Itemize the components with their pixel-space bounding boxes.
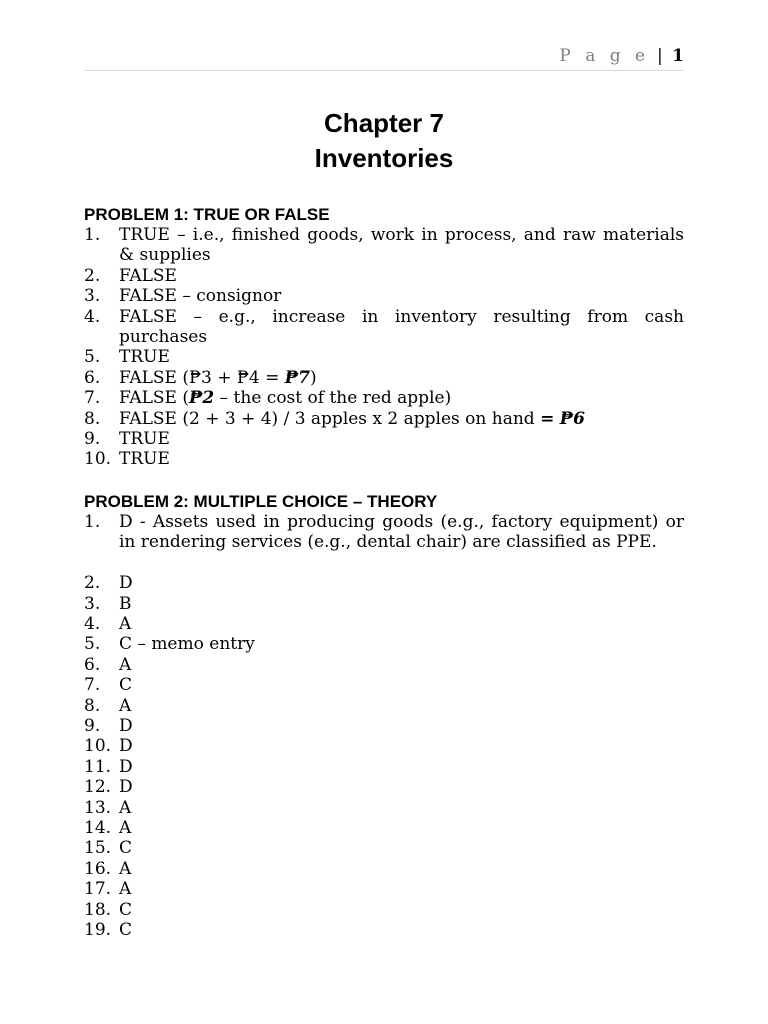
list-item bbox=[84, 634, 684, 654]
item-number: 3. bbox=[84, 593, 101, 614]
item-text: D - Assets used in producing goods (e.g., factory equipment) or in rendering services (e.g., dental chair) are classified as PPE. bbox=[119, 512, 684, 553]
item-text-end: ) bbox=[309, 367, 317, 388]
page-separator: | bbox=[657, 46, 663, 66]
list-item bbox=[84, 879, 684, 899]
list-item bbox=[84, 449, 684, 469]
item-text: D bbox=[119, 777, 133, 798]
item-text: A bbox=[119, 797, 132, 818]
list-item bbox=[84, 675, 684, 695]
item-answer: ₱6 bbox=[559, 408, 586, 429]
list-item bbox=[84, 368, 684, 388]
item-equals: = bbox=[540, 408, 555, 429]
item-text: B bbox=[119, 593, 132, 614]
list-item bbox=[84, 757, 684, 777]
item-text: D bbox=[119, 716, 133, 737]
list-item bbox=[84, 512, 684, 553]
item-text: A bbox=[119, 818, 132, 839]
item-text: A bbox=[119, 614, 132, 635]
item-number: 1. bbox=[84, 225, 101, 245]
list-item bbox=[84, 388, 684, 408]
list-item bbox=[84, 409, 684, 429]
problem1-list bbox=[84, 225, 684, 470]
list-item bbox=[84, 716, 684, 736]
list-item bbox=[84, 900, 684, 920]
list-item bbox=[84, 920, 684, 940]
list-item bbox=[84, 286, 684, 306]
problem1-heading: PROBLEM 1: TRUE OR FALSE bbox=[84, 205, 330, 224]
page-word: P a g e bbox=[559, 46, 650, 66]
item-text: C bbox=[119, 899, 133, 920]
item-text: A bbox=[119, 695, 132, 716]
item-number: 15. bbox=[84, 838, 112, 859]
item-answer: ₱7 bbox=[284, 367, 310, 388]
problem2-section bbox=[84, 492, 684, 941]
item-text: TRUE bbox=[119, 347, 170, 368]
item-number: 9. bbox=[84, 429, 101, 450]
problem2-list bbox=[84, 512, 684, 941]
item-text: FALSE – consignor bbox=[119, 286, 282, 307]
list-item bbox=[84, 777, 684, 797]
list-item bbox=[84, 307, 684, 348]
list-item bbox=[84, 266, 684, 286]
item-number: 9. bbox=[84, 716, 101, 737]
item-number: 16. bbox=[84, 858, 112, 879]
item-number: 14. bbox=[84, 818, 112, 839]
item-text: C bbox=[119, 920, 133, 941]
list-item bbox=[84, 798, 684, 818]
item-text: FALSE (2 + 3 + 4) / 3 apples x 2 apples on hand bbox=[119, 408, 541, 429]
item-number: 10. bbox=[84, 736, 112, 757]
item-text: D bbox=[119, 573, 133, 594]
item-text-end: – the cost of the red apple) bbox=[214, 388, 452, 409]
item-number: 5. bbox=[84, 634, 101, 655]
item-text: TRUE bbox=[119, 449, 170, 470]
item-number: 2. bbox=[84, 573, 101, 594]
item-number: 6. bbox=[84, 654, 101, 675]
item-text: FALSE – e.g., increase in inventory resulting from cash purchases bbox=[119, 306, 684, 348]
problem1-section bbox=[84, 205, 684, 470]
item-number: 5. bbox=[84, 347, 101, 368]
item-number: 3. bbox=[84, 286, 101, 307]
item-number: 8. bbox=[84, 695, 101, 716]
item-number: 13. bbox=[84, 797, 112, 818]
list-item bbox=[84, 225, 684, 266]
page-header bbox=[84, 46, 684, 66]
item-text: FALSE bbox=[119, 265, 177, 286]
list-item bbox=[84, 838, 684, 858]
item-text: FALSE ( bbox=[119, 388, 189, 409]
item-text: C bbox=[119, 675, 133, 696]
item-number: 7. bbox=[84, 388, 101, 409]
item-text: D bbox=[119, 736, 133, 757]
item-number: 11. bbox=[84, 756, 112, 777]
item-text: TRUE bbox=[119, 429, 170, 450]
item-number: 12. bbox=[84, 777, 112, 798]
item-number: 7. bbox=[84, 675, 101, 696]
problem2-heading: PROBLEM 2: MULTIPLE CHOICE – THEORY bbox=[84, 492, 438, 511]
list-item bbox=[84, 594, 684, 614]
item-text: D bbox=[119, 756, 133, 777]
item-number: 6. bbox=[84, 367, 101, 388]
item-number: 18. bbox=[84, 899, 112, 920]
list-item bbox=[84, 818, 684, 838]
chapter-subject: Inventories bbox=[314, 143, 454, 173]
list-item bbox=[84, 736, 684, 756]
list-item bbox=[84, 347, 684, 367]
header-rule bbox=[84, 70, 684, 71]
item-number: 17. bbox=[84, 879, 112, 900]
list-item bbox=[84, 429, 684, 449]
list-item bbox=[84, 655, 684, 675]
title-block bbox=[0, 106, 768, 176]
item-number: 2. bbox=[84, 265, 101, 286]
item-text: A bbox=[119, 858, 132, 879]
item-text: TRUE – i.e., finished goods, work in process, and raw materials & supplies bbox=[119, 225, 684, 266]
chapter-title: Chapter 7 bbox=[324, 108, 444, 138]
item-text: FALSE (₱3 + ₱4 = bbox=[119, 367, 285, 388]
item-number: 1. bbox=[84, 512, 101, 532]
item-number: 8. bbox=[84, 408, 101, 429]
item-number: 10. bbox=[84, 449, 112, 470]
page-number: 1 bbox=[672, 46, 684, 66]
item-number: 4. bbox=[84, 306, 101, 327]
item-text: A bbox=[119, 879, 132, 900]
item-text: C bbox=[119, 838, 133, 859]
item-number: 4. bbox=[84, 614, 101, 635]
item-answer: ₱2 bbox=[188, 388, 215, 409]
list-item bbox=[84, 573, 684, 593]
item-number: 19. bbox=[84, 920, 112, 941]
item-text: A bbox=[119, 654, 132, 675]
list-item bbox=[84, 859, 684, 879]
list-item bbox=[84, 696, 684, 716]
list-item bbox=[84, 614, 684, 634]
item-text: C – memo entry bbox=[119, 634, 255, 655]
